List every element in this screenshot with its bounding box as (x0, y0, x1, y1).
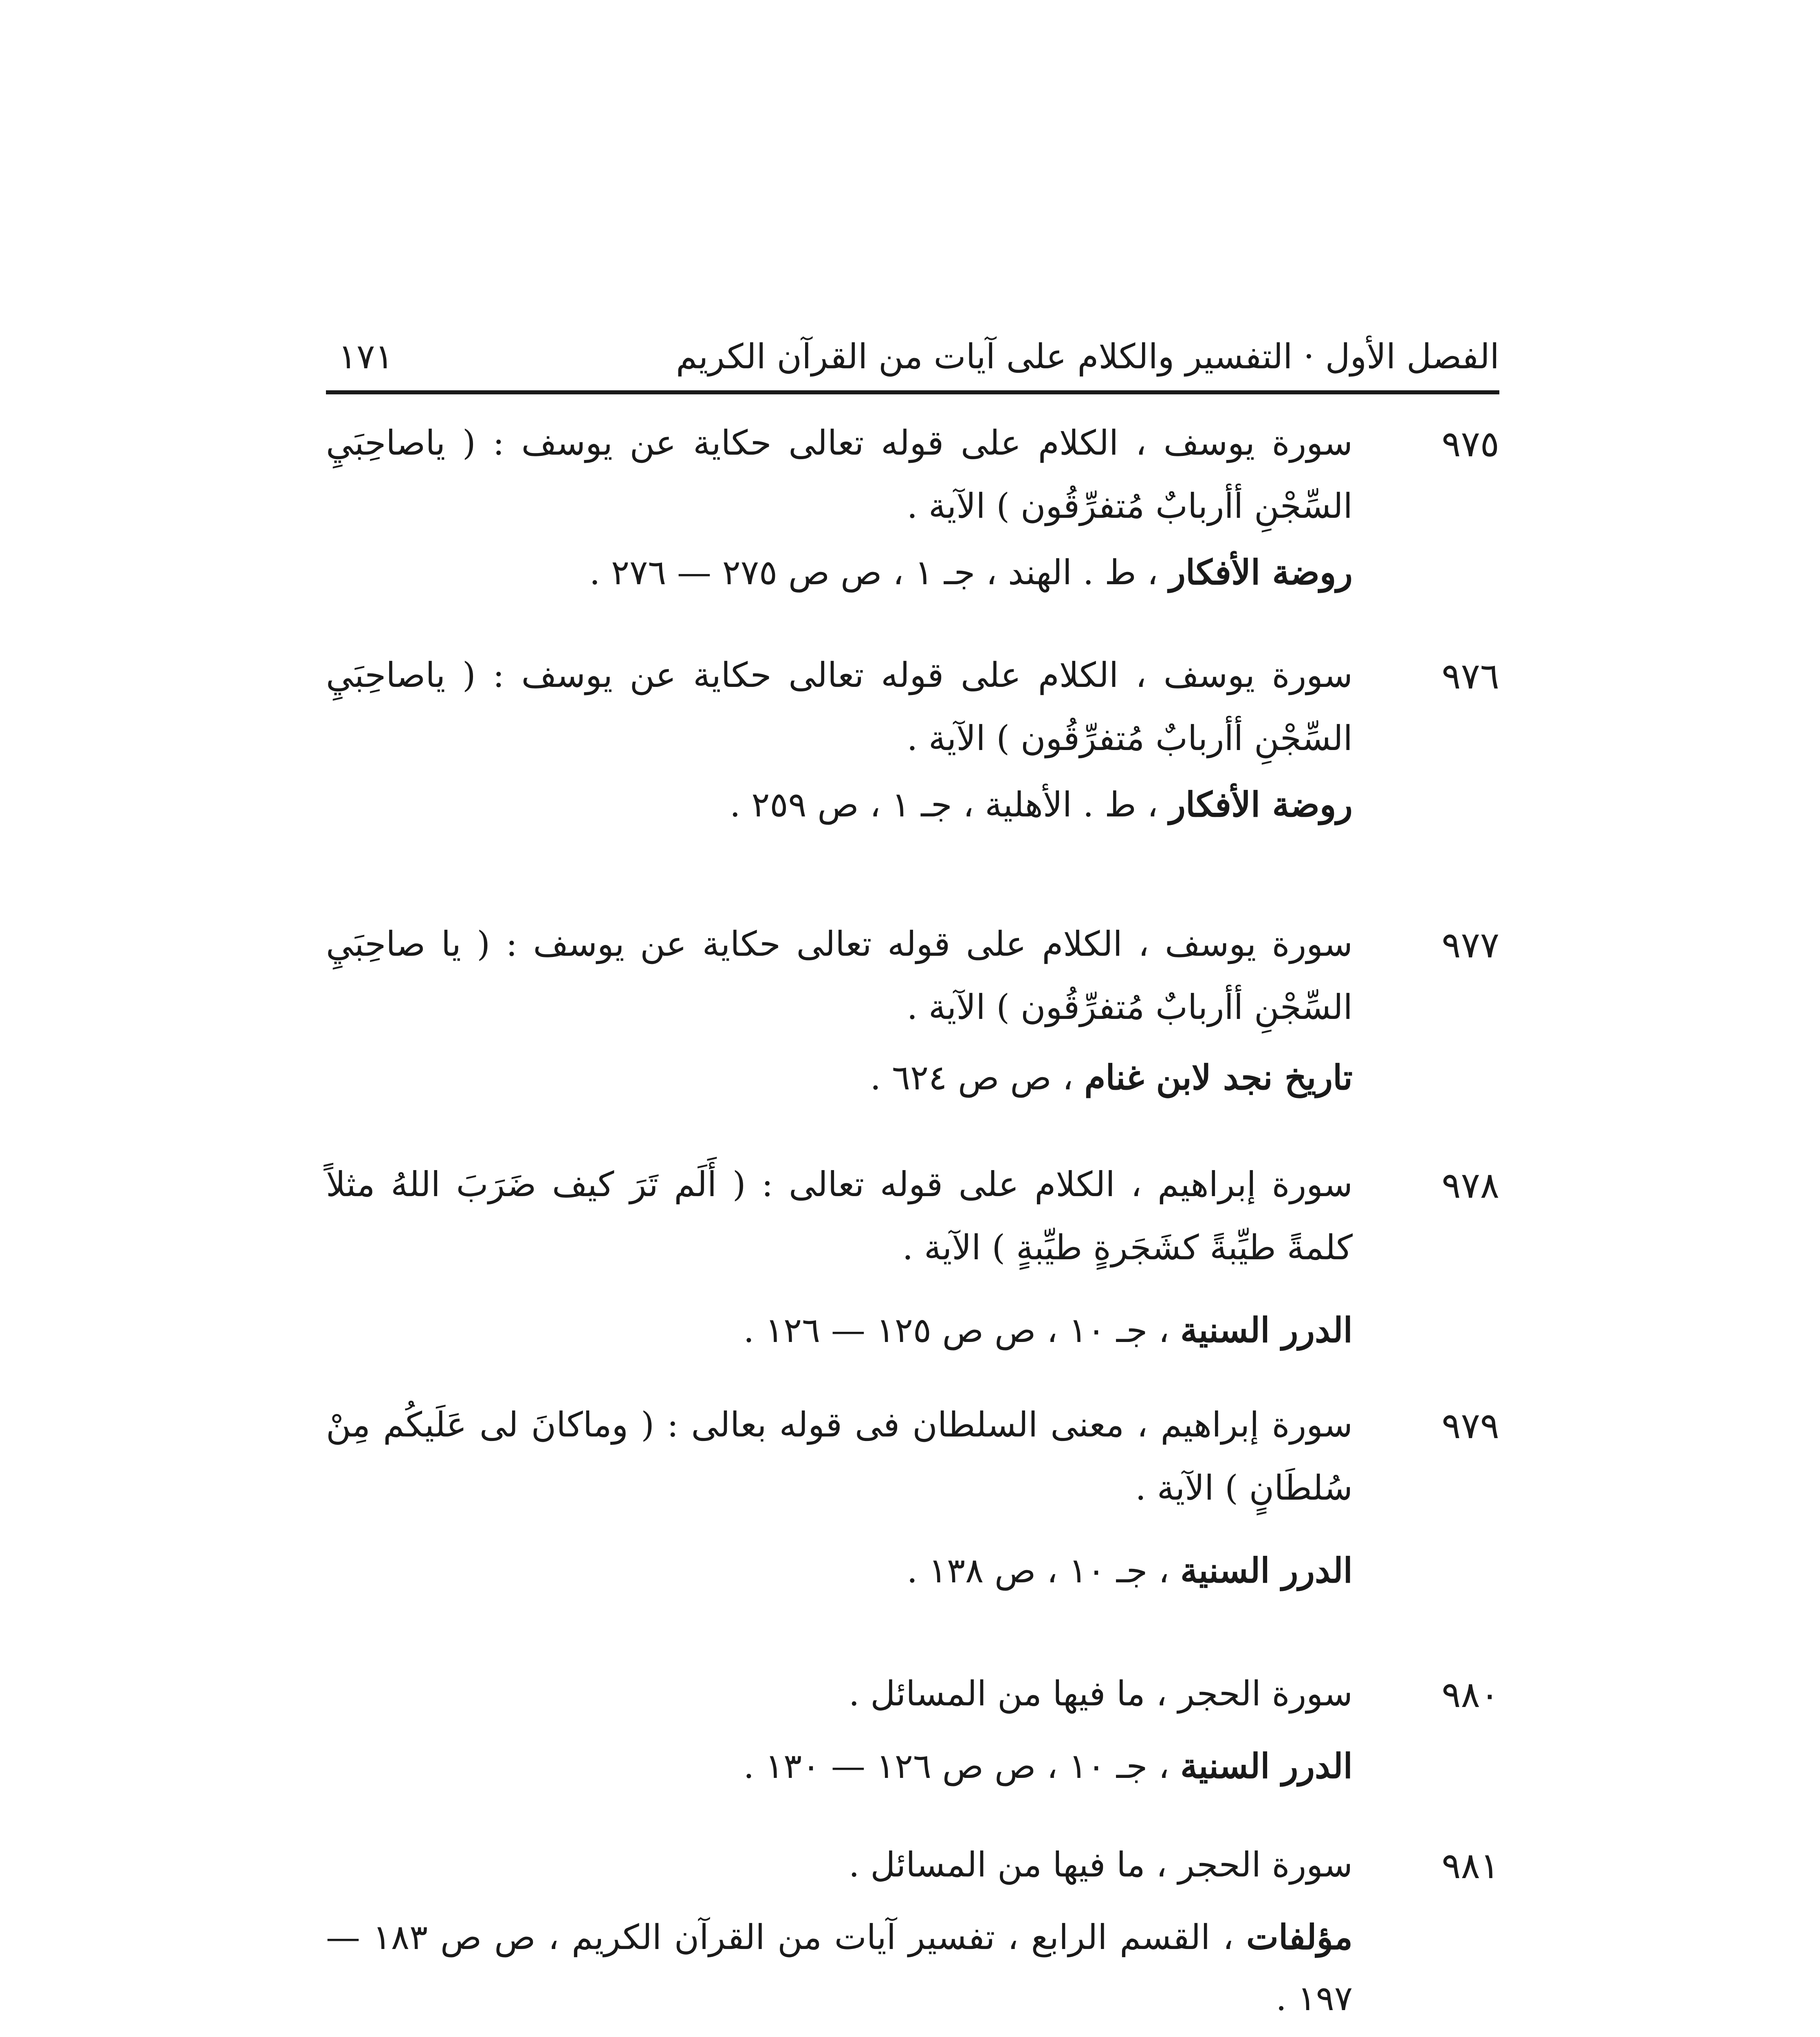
entry-reference (870, 1047, 1353, 1108)
reference-details: ، القسم الرابع ، تفسير آيات من القرآن الكريم ، ص ص ١٨٣ — ١٩٧ . (326, 1917, 1353, 2018)
reference-details: ، ط . الهند ، جـ ١ ، ص ص ٢٧٥ — ٢٧٦ . (589, 552, 1158, 592)
entry-reference (326, 1907, 1353, 2029)
entry-number: ٩٨١ (1441, 1845, 1499, 1887)
entry-reference (730, 774, 1353, 835)
running-header (326, 326, 1499, 387)
reference-source: الدرر السنية (1180, 1550, 1353, 1590)
entry-reference (907, 1540, 1353, 1601)
entry-number: ٩٧٥ (1441, 423, 1499, 465)
entry-number: ٩٧٦ (1441, 655, 1499, 697)
entry-text: سورة يوسف ، الكلام على قوله تعالى حكاية عن يوسف : ( ياصاحِبَيِ السِّجْنِ أأربابٌ مُتفرِّقُون ) الآية . (326, 655, 1353, 758)
header-rule (326, 390, 1499, 394)
reference-source: روضة الأفكار (1169, 552, 1353, 592)
entry-text: سورة الحجر ، ما فيها من المسائل . (848, 1674, 1353, 1714)
entry-text: سورة يوسف ، الكلام على قوله تعالى حكاية عن يوسف : ( يا صاحِبَيِ السِّجْنِ أأربابٌ مُتفرِّقُون ) الآية . (326, 924, 1353, 1027)
entry-number: ٩٧٩ (1441, 1405, 1499, 1447)
entry-text: سورة الحجر ، ما فيها من المسائل . (848, 1845, 1353, 1885)
reference-details: ، ص ص ٦٢٤ . (870, 1058, 1074, 1098)
reference-details: ، جـ ١٠ ، ص ص ١٢٥ — ١٢٦ . (743, 1310, 1170, 1350)
reference-details: ، جـ ١٠ ، ص ١٣٨ . (907, 1551, 1170, 1590)
reference-details: ، ط . الأهلية ، جـ ١ ، ص ٢٥٩ . (729, 785, 1158, 825)
entry-reference (326, 542, 1353, 603)
chapter-title: الفصل الأول · التفسير والكلام على آيات من القرآن الكريم (676, 337, 1499, 376)
entry-text: سورة إبراهيم ، الكلام على قوله تعالى : ( أَلَم تَرَ كيف ضَرَبَ اللهُ مثلاً كلمةً طيِّبةً كشَجَرةٍ طيِّبةٍ ) الآية . (326, 1164, 1353, 1267)
reference-details: ، جـ ١٠ ، ص ص ١٢٦ — ١٣٠ . (743, 1746, 1170, 1786)
reference-source: مؤلفات (1246, 1917, 1353, 1957)
entry-number: ٩٧٨ (1441, 1164, 1499, 1206)
reference-source: الدرر السنية (1180, 1746, 1353, 1786)
entry-number: ٩٧٧ (1441, 924, 1499, 966)
entry-number: ٩٨٠ (1441, 1674, 1499, 1716)
reference-source: تاريخ نجد لابن غنام (1084, 1057, 1353, 1098)
entry-text: سورة يوسف ، الكلام على قوله تعالى حكاية عن يوسف : ( ياصاحِبَيِ السِّجْنِ أأربابٌ مُتفرِّقُون ) الآية . (326, 423, 1353, 526)
page-number: ١٧١ (338, 337, 394, 376)
entry-reference (743, 1300, 1353, 1361)
entry-reference (743, 1736, 1353, 1797)
entry-text: سورة إبراهيم ، معنى السلطان فى قوله بعالى : ( وماكانَ لى عَلَيكُم مِنْ سُلطَانٍ ) الآية . (326, 1405, 1353, 1508)
reference-source: الدرر السنية (1180, 1310, 1353, 1350)
reference-source: روضة الأفكار (1169, 784, 1353, 825)
